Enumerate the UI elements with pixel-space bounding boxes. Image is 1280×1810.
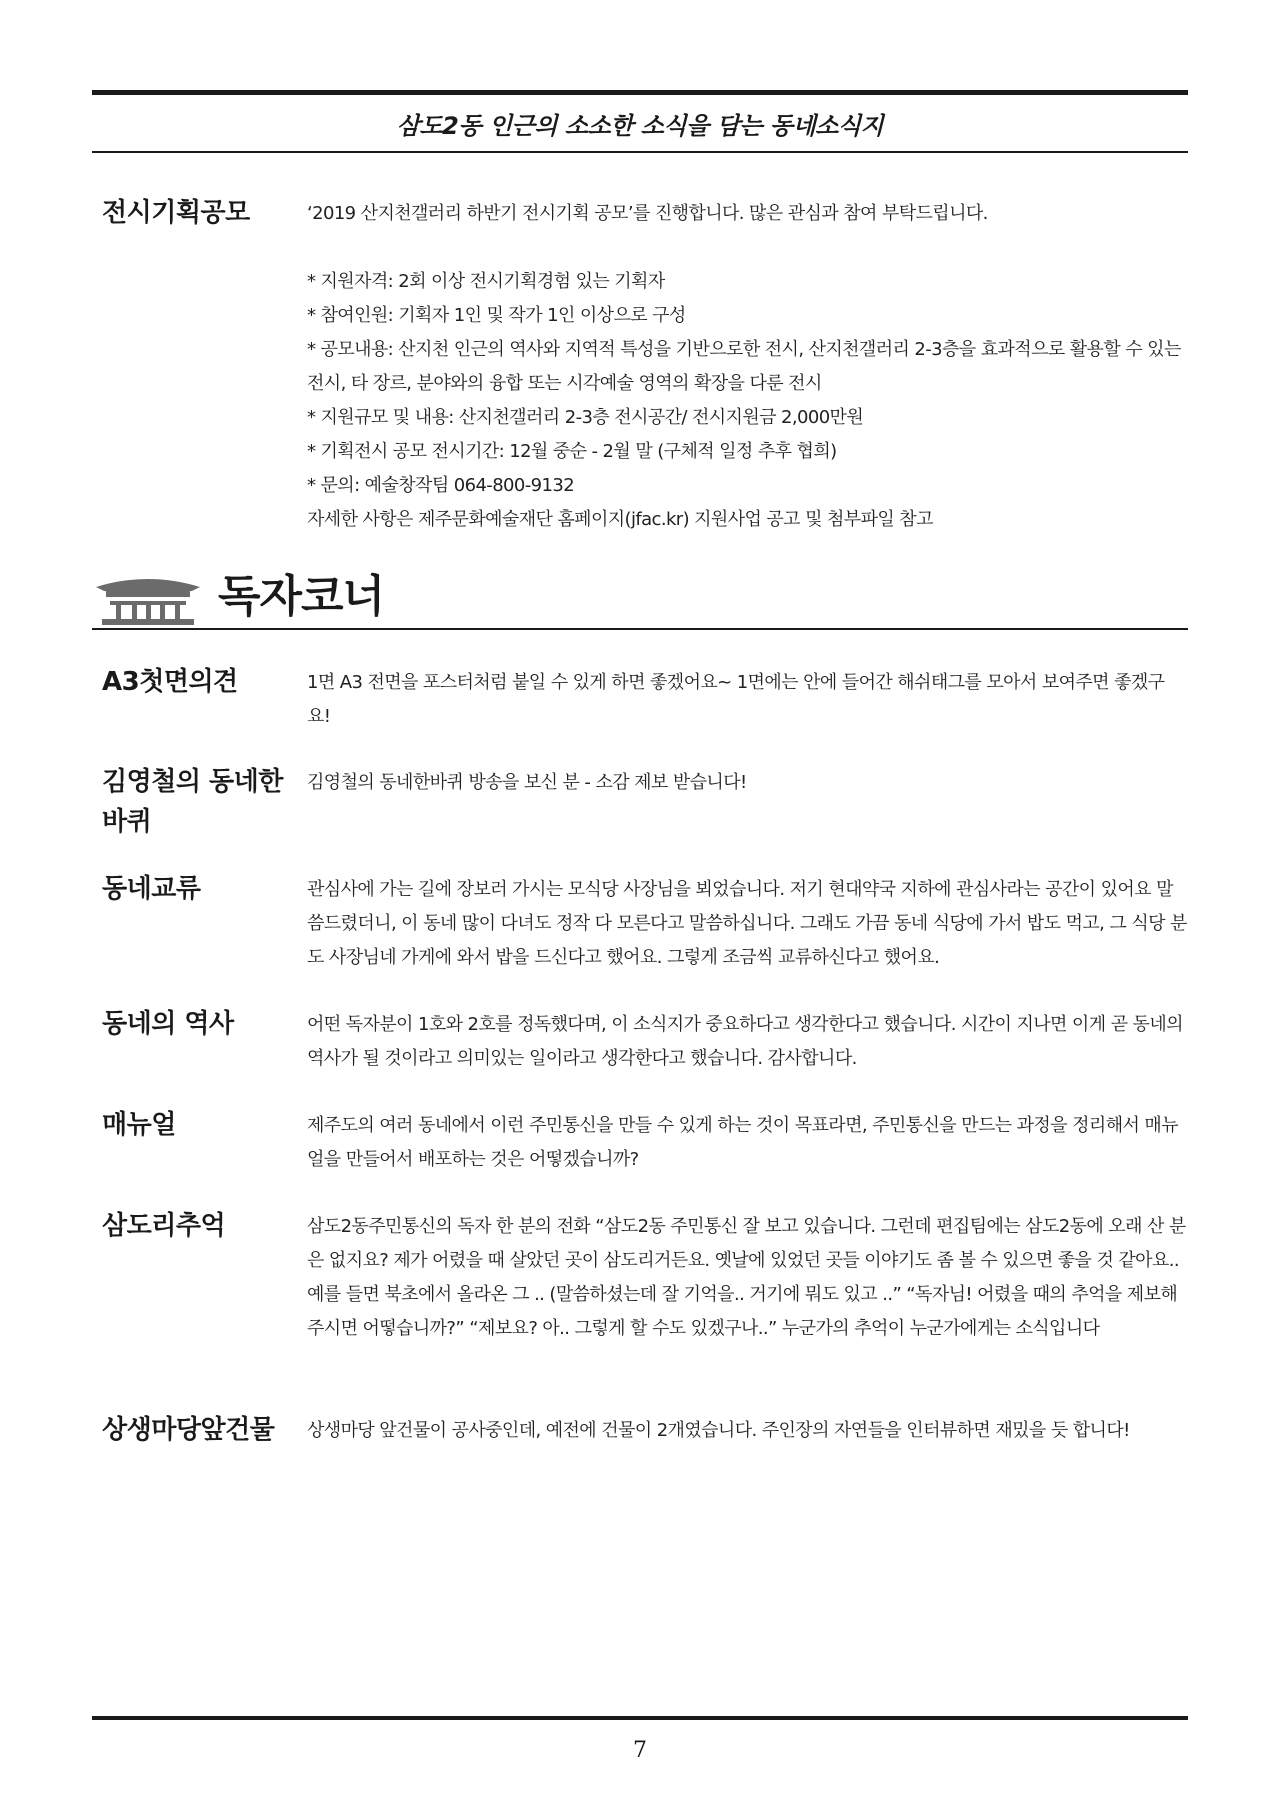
exhibition-line: * 지원자격: 2회 이상 전시기획경험 있는 기획자 xyxy=(307,271,665,292)
entry-label: 동네교류 xyxy=(102,874,201,904)
entry-body: 관심사에 가는 길에 장보러 가시는 모식당 사장님을 뵈었습니다. 저기 현대약국 지하에 관심사라는 공간이 있어요 말씀드렸더니, 이 동네 많이 다녀도 정작 다 모른다고 말씀하십니다. 그래도 가끔 동네 식당에 가서 밥도 먹고, 그 식당 분도 사장님네 가게에 와서 밥을 드신다고 했어요. 그렇게 조금씩 교류하신다고 했어요. xyxy=(307,879,1187,968)
entry-label: 상생마당앞건물 xyxy=(102,1415,275,1445)
entry-label: 매뉴얼 xyxy=(102,1110,176,1140)
pavilion-icon xyxy=(92,575,204,627)
exhibition-line: * 지원규모 및 내용: 산지천갤러리 2-3층 전시공간/ 전시지원금 2,000만원 xyxy=(307,407,864,428)
header-bottom-rule xyxy=(92,151,1188,153)
reader-entry xyxy=(92,662,1188,742)
reader-entry xyxy=(92,1105,1188,1185)
entry-body: 제주도의 여러 동네에서 이런 주민통신을 만들 수 있게 하는 것이 목표라면, 주민통신을 만드는 과정을 정리해서 매뉴얼을 만들어서 배포하는 것은 어떻겠습니까? xyxy=(307,1115,1178,1170)
reader-entry xyxy=(92,869,1188,979)
exhibition-line: * 참여인원: 기획자 1인 및 작가 1인 이상으로 구성 xyxy=(307,305,686,326)
reader-entry xyxy=(92,1206,1188,1386)
footer-rule xyxy=(92,1716,1188,1720)
entry-body: 삼도2동주민통신의 독자 한 분의 전화 “삼도2동 주민통신 잘 보고 있습니다. 그런데 편집팀에는 삼도2동에 오래 산 분은 없지요? 제가 어렸을 때 살았던 곳이 삼도리거든요. 옛날에 있었던 곳들 이야기도 좀 볼 수 있으면 좋을 것 같아요.. 예를 들면 북초에서 올라온 그 .. (말씀하셨는데 잘 기억을.. 거기에 뭐도 있고 ..” “독자님! 어렸을 때의 추억을 제보해주시면 어떻습니까?” “제보요? 아.. 그렇게 할 수도 있겠구나..” 누군가의 추억이 누군가에게는 소식입니다 xyxy=(307,1216,1186,1339)
exhibition-intro: ‘2019 산지천갤러리 하반기 전시기획 공모’를 진행합니다. 많은 관심과 참여 부탁드립니다. xyxy=(307,203,988,224)
entry-body xyxy=(307,197,1187,537)
reader-entry xyxy=(92,1004,1188,1084)
entry-body: 1면 A3 전면을 포스터처럼 붙일 수 있게 하면 좋겠어요~ 1면에는 안에 들어간 해쉬태그를 모아서 보여주면 좋겠구요! xyxy=(307,672,1165,727)
entry-label: 김영철의 동네한바퀴 xyxy=(102,767,283,837)
entry-body: 김영철의 동네한바퀴 방송을 보신 분 - 소감 제보 받습니다! xyxy=(307,772,747,793)
reader-entry xyxy=(92,762,1188,852)
entry-label: A3첫면의견 xyxy=(102,667,238,697)
exhibition-announcement xyxy=(92,193,1188,533)
header-top-rule xyxy=(92,90,1188,95)
entry-label: 삼도리추억 xyxy=(102,1211,226,1241)
entry-label: 전시기획공모 xyxy=(102,198,250,228)
reader-entry xyxy=(92,1410,1188,1490)
exhibition-line: * 문의: 예술창작팀 064-800-9132 xyxy=(307,475,575,496)
entry-label: 동네의 역사 xyxy=(102,1009,234,1039)
exhibition-line: * 공모내용: 산지천 인근의 역사와 지역적 특성을 기반으로한 전시, 산지천갤러리 2-3층을 효과적으로 활용할 수 있는 전시, 타 장르, 분야와의 융합 또는 시각예술 영역의 확장을 다룬 전시 xyxy=(307,339,1181,394)
page-number: 7 xyxy=(633,1738,647,1763)
exhibition-line: 자세한 사항은 제주문화예술재단 홈페이지(jfac.kr) 지원사업 공고 및 첨부파일 참고 xyxy=(307,509,933,530)
readers-corner-heading xyxy=(92,567,1188,627)
section-rule xyxy=(92,628,1188,630)
entry-body: 어떤 독자분이 1호와 2호를 정독했다며, 이 소식지가 중요하다고 생각한다고 했습니다. 시간이 지나면 이게 곧 동네의 역사가 될 것이라고 의미있는 일이라고 생각한다고 했습니다. 감사합니다. xyxy=(307,1014,1183,1069)
newsletter-header-title: 삼도2동 인근의 소소한 소식을 담는 동네소식지 xyxy=(396,112,884,140)
section-title: 독자코너 xyxy=(218,571,385,622)
exhibition-line: * 기획전시 공모 전시기간: 12월 중순 - 2월 말 (구체적 일정 추후 협희) xyxy=(307,441,837,462)
entry-body: 상생마당 앞건물이 공사중인데, 예전에 건물이 2개였습니다. 주인장의 자연들을 인터뷰하면 재밌을 듯 합니다! xyxy=(307,1420,1130,1441)
